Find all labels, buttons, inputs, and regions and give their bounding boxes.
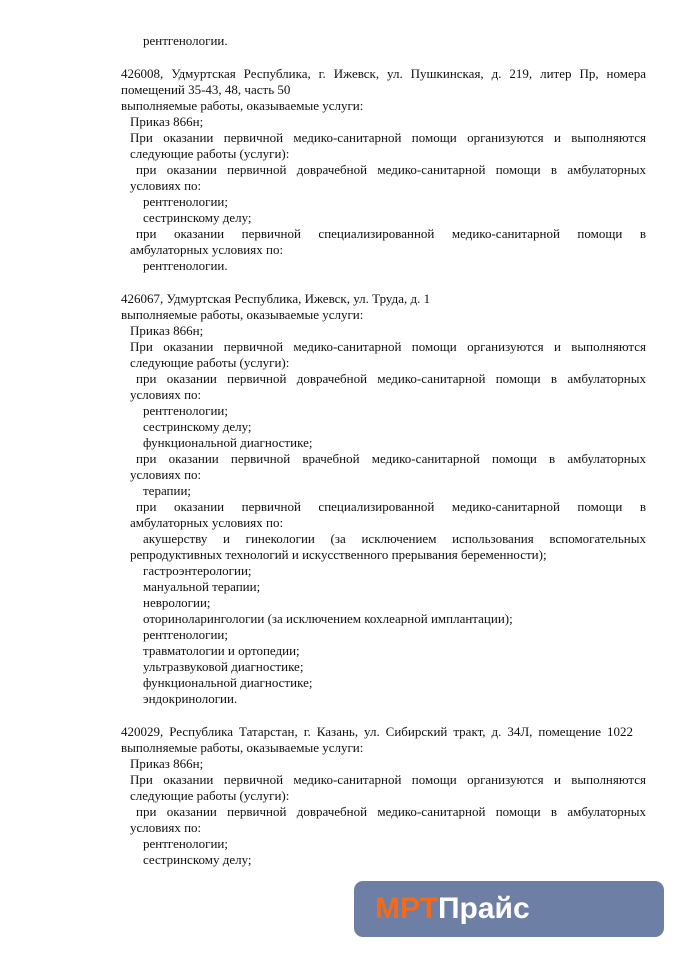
watermark-logo-part1: МРТ: [375, 892, 438, 925]
text-line: терапии;: [143, 483, 192, 498]
text-line: акушерству и гинекологии (за исключением использования вспомогательных: [143, 531, 646, 546]
text-line: при оказании первичной специализированной медико-санитарной помощи в: [136, 499, 646, 514]
text-line: условиях по:: [130, 178, 202, 193]
text-line: При оказании первичной медико-санитарной помощи организуются и выполняются: [130, 339, 646, 354]
text-line: при оказании первичной доврачебной медико-санитарной помощи в амбулаторных: [136, 162, 646, 177]
text-line: рентгенологии;: [143, 836, 228, 851]
text-line: следующие работы (услуги):: [130, 788, 290, 803]
text-line: функциональной диагностике;: [143, 675, 313, 690]
text-line: выполняемые работы, оказываемые услуги:: [121, 307, 364, 322]
watermark-logo-part2: Прайс: [437, 892, 530, 925]
text-line: выполняемые работы, оказываемые услуги:: [121, 98, 364, 113]
text-line: следующие работы (услуги):: [130, 355, 290, 370]
text-line: помещений 35-43, 48, часть 50: [121, 82, 291, 97]
text-line: выполняемые работы, оказываемые услуги:: [121, 740, 364, 755]
text-line: при оказании первичной врачебной медико-санитарной помощи в амбулаторных: [136, 451, 646, 466]
watermark-logo: [375, 889, 530, 929]
text-line: амбулаторных условиях по:: [130, 515, 284, 530]
text-line: При оказании первичной медико-санитарной помощи организуются и выполняются: [130, 130, 646, 145]
text-line: сестринскому делу;: [143, 852, 252, 867]
text-line: рентгенологии;: [143, 194, 228, 209]
text-line: при оказании первичной доврачебной медико-санитарной помощи в амбулаторных: [136, 371, 646, 386]
address-line: 426008, Удмуртская Республика, г. Ижевск, ул. Пушкинская, д. 219, литер Пр, номера: [121, 66, 646, 81]
text-line: условиях по:: [130, 387, 202, 402]
text-line: функциональной диагностике;: [143, 435, 313, 450]
text-line: при оказании первичной доврачебной медико-санитарной помощи в амбулаторных: [136, 804, 646, 819]
address-line: 426067, Удмуртская Республика, Ижевск, ул. Труда, д. 1: [121, 291, 431, 306]
text-line: условиях по:: [130, 467, 202, 482]
text-line: сестринскому делу;: [143, 419, 252, 434]
text-line: эндокринологии.: [143, 691, 238, 706]
text-line: рентгенологии.: [143, 33, 228, 48]
text-line: амбулаторных условиях по:: [130, 242, 284, 257]
text-line: сестринскому делу;: [143, 210, 252, 225]
text-line: неврологии;: [143, 595, 211, 610]
text-line: ультразвуковой диагностике;: [143, 659, 304, 674]
text-line: При оказании первичной медико-санитарной помощи организуются и выполняются: [130, 772, 646, 787]
text-line: травматологии и ортопедии;: [143, 643, 300, 658]
text-line: при оказании первичной специализированной медико-санитарной помощи в: [136, 226, 646, 241]
text-line: Приказ 866н;: [130, 114, 204, 129]
text-line: гастроэнтерологии;: [143, 563, 252, 578]
text-line: репродуктивных технологий и искусственного прерывания беременности);: [130, 547, 547, 562]
text-line: оториноларингологии (за исключением кохлеарной имплантации);: [143, 611, 513, 626]
address-line: 420029, Республика Татарстан, г. Казань, ул. Сибирский тракт, д. 34Л, помещение 1022: [121, 724, 633, 739]
text-line: Приказ 866н;: [130, 323, 204, 338]
text-line: рентгенологии.: [143, 258, 228, 273]
text-line: рентгенологии;: [143, 627, 228, 642]
text-line: Приказ 866н;: [130, 756, 204, 771]
text-line: мануальной терапии;: [143, 579, 261, 594]
text-line: следующие работы (услуги):: [130, 146, 290, 161]
text-line: условиях по:: [130, 820, 202, 835]
text-line: рентгенологии;: [143, 403, 228, 418]
